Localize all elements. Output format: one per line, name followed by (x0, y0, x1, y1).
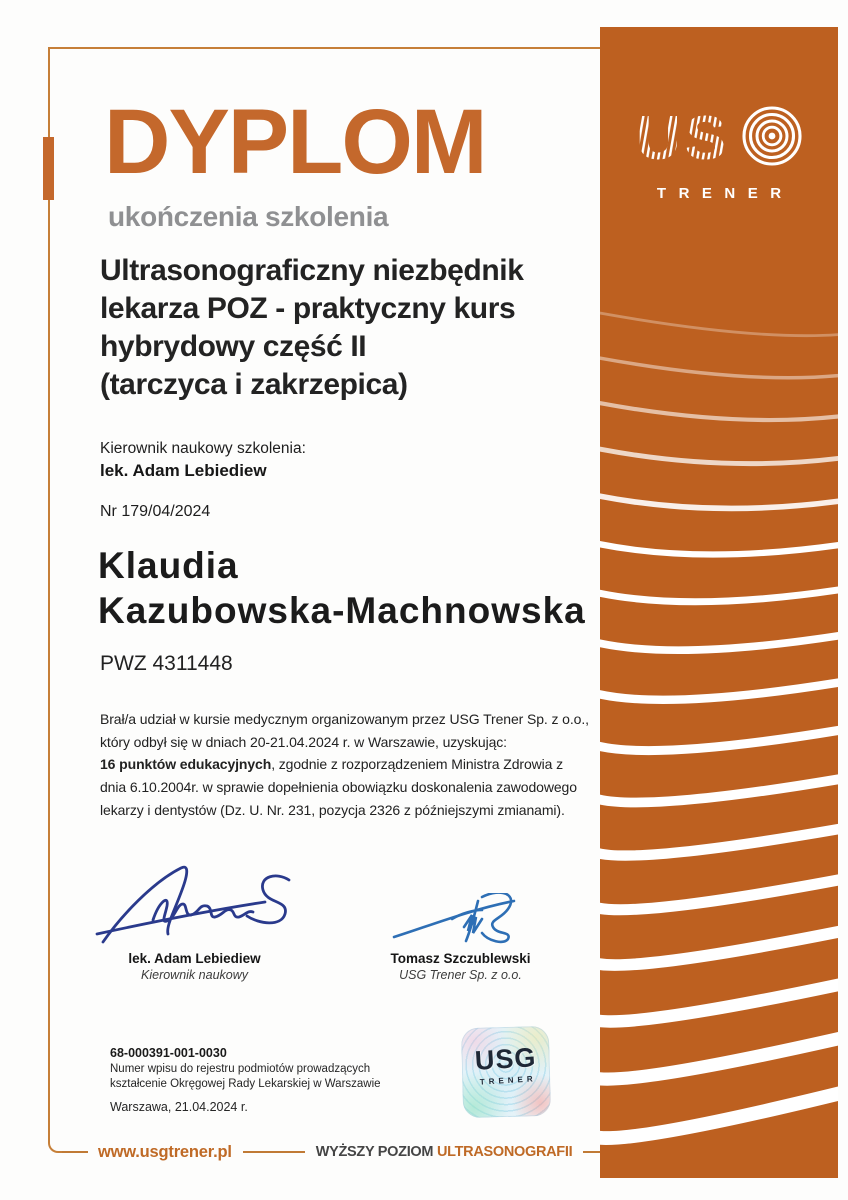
signature-block-lebiediew (92, 860, 297, 982)
course-title (100, 252, 523, 404)
course-title-line: Ultrasonograficzny niezbędnik (100, 254, 524, 287)
sticker-trener-label: TRENER (479, 1074, 537, 1087)
certificate-number: Nr 179/04/2024 (100, 503, 211, 520)
points-bold: 16 punktów edukacyjnych (100, 756, 272, 772)
footer-rule-segment (62, 1151, 88, 1153)
points-paragraph (100, 753, 577, 822)
course-title-line: hybrydowy część II (100, 330, 367, 363)
usg-trener-logo (634, 99, 804, 202)
sticker-usg-logo: USG (474, 1042, 538, 1076)
accent-bar (43, 137, 54, 200)
logo-trener-label: TRENER (656, 185, 794, 202)
footer-tagline (316, 1144, 573, 1160)
signature-scribble-szczublewski (386, 893, 536, 945)
logo-us-letters: US (636, 104, 731, 173)
course-title-line: (tarczyca i zakrzepica) (100, 368, 408, 401)
footer (62, 1137, 600, 1167)
logo-g-rings (744, 108, 800, 164)
tagline-accent: ULTRASONOGRAFII (436, 1144, 573, 1160)
participation-paragraph (100, 708, 589, 754)
footer-rule-segment (583, 1151, 600, 1153)
footer-rule-segment (243, 1151, 305, 1153)
registry-line: Numer wpisu do rejestru podmiotów prowadzących (110, 1063, 371, 1075)
recipient-name (98, 543, 586, 633)
participation-line: który odbył się w dniach 20-21.04.2024 r. w Warszawie, uzyskując: (100, 734, 507, 750)
diploma-subtitle: ukończenia szkolenia (108, 201, 389, 232)
frame-top-border (48, 47, 600, 49)
side-band (600, 27, 838, 1178)
participation-line: Brał/a udział w kursie medycznym organizowanym przez USG Trener Sp. z o.o., (100, 711, 589, 727)
registry-number: 68-000391-001-0030 (110, 1046, 227, 1060)
points-line: dnia 6.10.2004r. w sprawie dopełnienia obowiązku doskonalenia zawodowego (100, 779, 577, 795)
hologram-sticker (461, 1026, 551, 1118)
supervisor-label: Kierownik naukowy szkolenia: (100, 440, 306, 457)
frame-left-border (48, 47, 50, 1139)
usg-logo-icon (634, 99, 804, 177)
recipient-name-line: Kazubowska-Machnowska (98, 590, 586, 631)
registry-date: Warszawa, 21.04.2024 r. (110, 1100, 248, 1114)
signature-scribble-lebiediew (95, 860, 295, 945)
website-link[interactable]: www.usgtrener.pl (98, 1142, 232, 1161)
registry-block (110, 1046, 381, 1114)
course-title-line: lekarza POZ - praktyczny kurs (100, 292, 516, 325)
registry-line: kształcenie Okręgowej Rady Lekarskiej w Warszawie (110, 1077, 381, 1090)
tagline-plain: WYŻSZY POZIOM (315, 1144, 434, 1160)
recipient-name-line: Klaudia (98, 545, 239, 586)
signatory-role: Kierownik naukowy (141, 968, 248, 982)
signatory-name: Tomasz Szczublewski (390, 951, 531, 966)
signatory-name: lek. Adam Lebiediew (128, 951, 261, 966)
signature-block-szczublewski (358, 893, 563, 982)
supervisor-name: lek. Adam Lebiediew (100, 461, 267, 480)
diploma-title: DYPLOM (104, 91, 486, 193)
recipient-pwz: PWZ 4311448 (100, 652, 233, 675)
points-line: lekarzy i dentystów (Dz. U. Nr. 231, pozycja 2326 z późniejszymi zmianami). (100, 802, 565, 818)
points-line (100, 753, 577, 776)
signatory-role: USG Trener Sp. z o.o. (399, 968, 522, 982)
points-rest: , zgodnie z rozporządzeniem Ministra Zdrowia z (271, 756, 564, 772)
